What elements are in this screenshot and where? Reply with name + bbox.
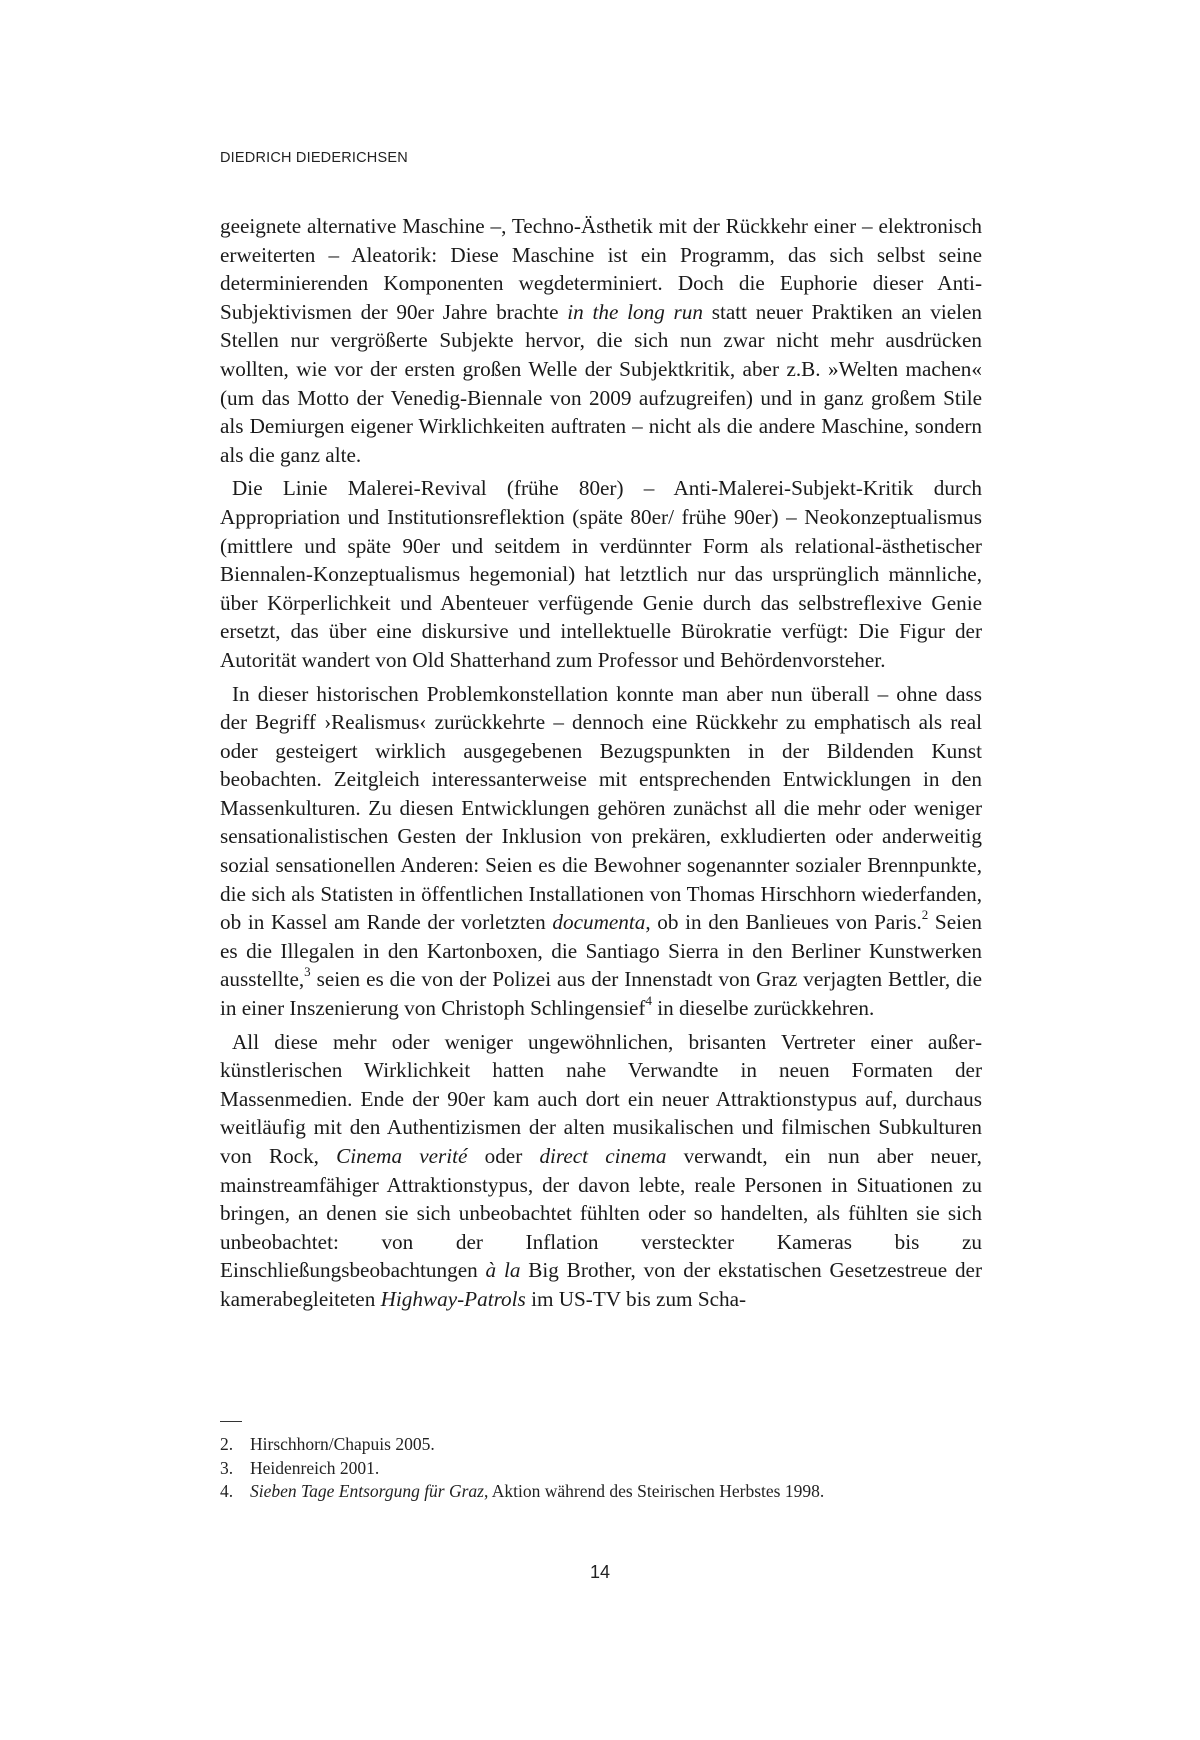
paragraph bbox=[220, 1028, 982, 1314]
running-head: DIEDRICH DIEDERICHSEN bbox=[220, 150, 408, 166]
footnote-text bbox=[250, 1457, 379, 1481]
footnote-reference: 2 bbox=[921, 907, 929, 923]
italic-text: à la bbox=[485, 1258, 521, 1283]
body-text bbox=[220, 212, 982, 1319]
footnote-reference: 3 bbox=[304, 964, 311, 980]
footnote-reference: 4 bbox=[645, 992, 652, 1008]
text-run: , Aktion während des Steirischen Herbstes 1998. bbox=[484, 1481, 825, 1501]
text-run: verwandt, ein nun aber neuer, mainstreamfähiger Attraktionstypus, der davon lebte, reale Personen in Situationen zu bringen, an denen sie sich unbeobachtet fühlten oder so handelten, als fühlten sie sich unbeobachtet: von der Inflation versteckter Kameras bis zu Einschließungsbeobachtungen bbox=[220, 1144, 982, 1283]
page-number: 14 bbox=[589, 1562, 611, 1582]
italic-text: Sieben Tage Entsorgung für Graz bbox=[250, 1481, 484, 1501]
footnote-number: 2. bbox=[220, 1434, 234, 1454]
footnote bbox=[220, 1480, 982, 1504]
text-run: geeignete alternative Maschine –, Techno-Ästhetik mit der Rückkehr einer – elektronisch erweiterten – Aleatorik: Diese Maschine ist ein Programm, das sich selbst seine determinierenden Komponenten wegdeterminiert. Doch die Euphorie dieser Anti-Subjektivismen der 90er Jahre brachte bbox=[220, 214, 982, 324]
text-run: Seien es die Illegalen in den Kartonboxen, die Santiago Sierra in den Berliner Kunstwerken ausstellte, bbox=[220, 910, 982, 992]
italic-text: direct cinema bbox=[539, 1144, 667, 1168]
text-run: In dieser historischen Problemkonstellation konnte man aber nun überall – ohne dass der Begriff ›Realismus‹ zurückkehrte – dennoch eine Rückkehr zu emphatisch als real oder gesteigert wirklich ausgegebenen Bezugspunkten in der Bildenden Kunst beobachten. Zeitgleich interessanterweise mit entsprechenden Entwicklungen in den Massenkulturen. Zu diesen Entwicklungen gehören zunächst all die mehr oder weniger sensationalistischen Gesten der Inklusion von prekären, exkludierten oder anderweitig sozial sensationellen Anderen: Seien es die Bewohner sogenannter sozialer Brennpunkte, die sich als Statisten in öffentlichen Installationen von Thomas Hirschhorn wiederfanden, ob in Kassel am Rande der vorletzten bbox=[220, 681, 982, 935]
italic-text: documenta bbox=[552, 910, 646, 935]
footnote-text bbox=[250, 1480, 824, 1504]
text-run: All diese mehr oder weniger ungewöhnlichen, brisanten Vertreter einer außerkünstlerischen Wirklichkeit hatten nahe Verwandte in neuen Formaten der Massenmedien. Ende der 90er kam auch dort ein neuer Attraktionstypus auf, durchaus weitläufig mit den Authentizismen der alten musikalischen und filmischen Subkulturen von Rock, bbox=[220, 1029, 982, 1168]
footnote bbox=[220, 1433, 982, 1457]
text-run: in dieselbe zurückkehren. bbox=[651, 996, 875, 1021]
text-run: Die Linie Malerei-Revival (frühe 80er) – Anti-Malerei-Subjekt-Kritik durch Appropriation und Institutionsreflektion (späte 80er/ frühe 90er) – Neokonzeptualismus (mittlere und späte 90er und seitdem in verdünnter Form als relational-ästhetischer Biennalen-Konzeptualismus hegemonial) hat letztlich nur das ursprünglich männliche, über Körperlichkeit und Abenteuer verfügende Genie durch das selbstreflexive Genie ersetzt, das über eine diskursive und intellektuelle Bürokratie verfügt: Die Figur der Autorität wandert von Old Shatterhand zum Professor und Behördenvorsteher. bbox=[220, 476, 982, 672]
text-run: , ob in den Banlieues von Paris. bbox=[645, 910, 922, 935]
text-run: seien es die von der Polizei aus der Innenstadt von Graz verjagten Bettler, die in einer Inszenierung von Christoph Schlingensief bbox=[220, 967, 982, 1021]
text-run: Hirschhorn/Chapuis 2005. bbox=[250, 1434, 435, 1454]
text-run: im US-TV bis zum Scha- bbox=[525, 1286, 747, 1311]
text-run: Big Brother, von der ekstatischen Gesetzestreue der kamerabegleiteten bbox=[220, 1258, 983, 1311]
paragraph bbox=[220, 212, 982, 469]
italic-text: in the long run bbox=[567, 299, 703, 324]
footnote-text bbox=[250, 1433, 435, 1457]
text-run: oder bbox=[467, 1144, 540, 1168]
italic-text: Cinema verité bbox=[336, 1144, 468, 1168]
text-run: Heidenreich 2001. bbox=[250, 1457, 380, 1478]
footnotes bbox=[220, 1433, 982, 1504]
paragraph bbox=[220, 474, 982, 674]
footnote-divider bbox=[220, 1421, 242, 1422]
footnote-number: 3. bbox=[220, 1457, 234, 1478]
footnote-number: 4. bbox=[220, 1481, 234, 1501]
paragraph bbox=[220, 680, 982, 1023]
italic-text: Highway-Patrols bbox=[380, 1286, 526, 1311]
text-run: statt neuer Praktiken an vielen Stellen nur vergrößerte Subjekte hervor, die sich nun zwar nicht mehr ausdrücken wollten, wie vor der ersten großen Welle der Subjektkritik, aber z.B. »Welten machen« (um das Motto der Venedig-Biennale von 2009 aufzugreifen) und in ganz großem Stile als Demiurgen eigener Wirklichkeiten auftraten – nicht als die andere Maschine, sondern als die ganz alte. bbox=[220, 299, 982, 467]
footnote bbox=[220, 1457, 982, 1481]
